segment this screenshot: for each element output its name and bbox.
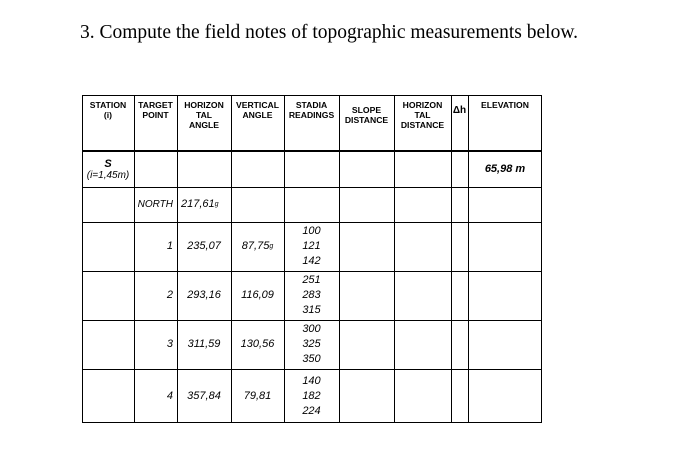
target-point-1: 1: [166, 240, 173, 252]
header-horizontal-distance: HORIZON TAL DISTANCE: [400, 100, 445, 130]
horizontal-angle-2: 293,16: [187, 289, 221, 301]
target-point-4: 4: [166, 389, 173, 402]
station-name: S: [104, 157, 112, 170]
vertical-angle-1: [231, 222, 284, 271]
horizontal-angle-4: 357,84: [187, 389, 221, 402]
north-hangle-value: 217,61: [181, 198, 215, 210]
vertical-angle-3: 130,56: [240, 338, 275, 350]
vertical-angle-4: 79,81: [243, 389, 272, 402]
stadia-readings-1: 100 121 142: [302, 225, 321, 267]
header-horizontal-angle: HORIZON TAL ANGLE: [184, 100, 224, 130]
station-elevation: 65,98 m: [484, 162, 526, 175]
horizontal-angle-1: 235,07: [187, 240, 221, 252]
instrument-height: (i=1,45m): [86, 169, 130, 181]
header-station: STATION (i): [89, 100, 127, 120]
stadia-readings-4: 140 182 224: [302, 374, 321, 417]
horizontal-angle-3: 311,59: [187, 338, 221, 350]
header-elevation: ELEVATION: [481, 100, 529, 110]
vertical-angle-2: 116,09: [241, 289, 274, 301]
header-slope-distance: SLOPE DISTANCE: [344, 105, 389, 125]
stadia-readings-2: 251 283 315: [302, 274, 321, 316]
header-vertical-angle: VERTICAL ANGLE: [236, 100, 279, 120]
field-notes-table: [82, 95, 542, 423]
north-horizontal-angle: [177, 187, 231, 222]
header-target-point: TARGET POINT: [138, 100, 173, 120]
north-target: NORTH: [137, 199, 173, 210]
station-cell: [82, 151, 134, 187]
target-point-3: 3: [166, 338, 173, 350]
target-point-2: 2: [166, 289, 173, 301]
header-delta-h: Δh: [452, 105, 467, 116]
header-stadia-readings: STADIA READINGS: [288, 100, 335, 120]
north-hangle-unit: g: [214, 201, 219, 208]
stadia-readings-3: 300 325 350: [302, 323, 321, 365]
problem-title: 3. Compute the field notes of topographic measurements below.: [80, 22, 579, 43]
vangle-value-1: 87,75: [241, 240, 270, 252]
vangle-unit-1: g: [269, 243, 274, 250]
